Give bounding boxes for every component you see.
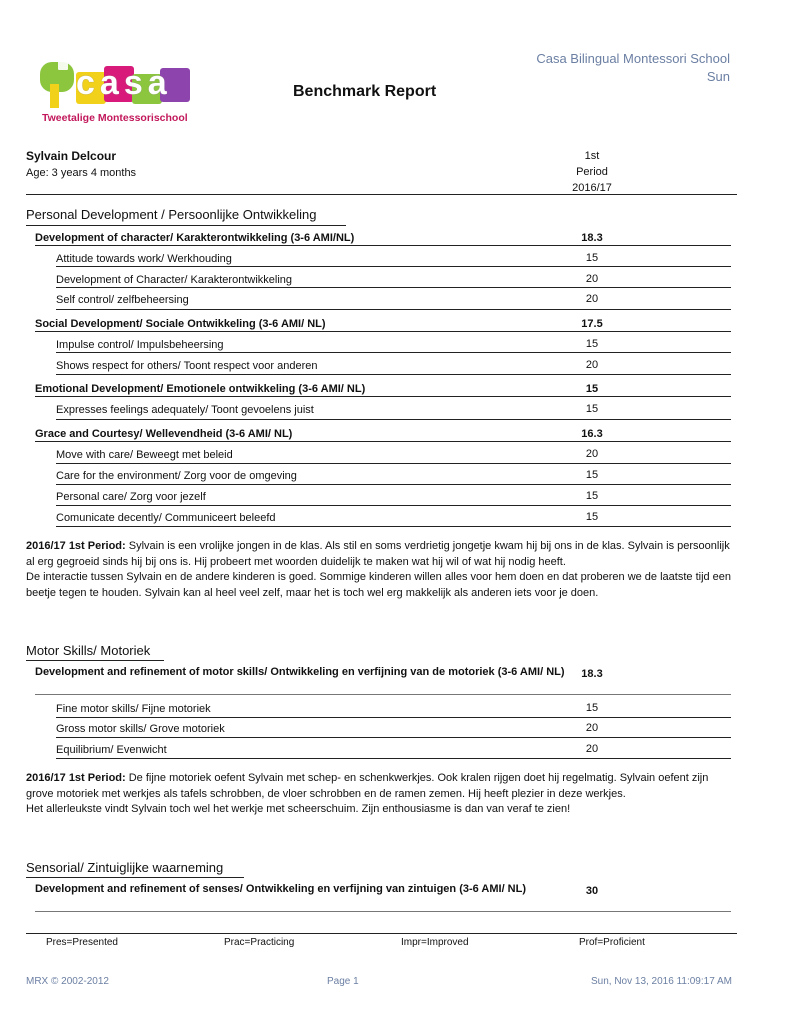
category-label: Development of character/ Karakterontwikkeling (3-6 AMI/NL) (35, 232, 355, 244)
logo-subtitle: Tweetalige Montessorischool (42, 112, 188, 124)
student-age: Age: 3 years 4 months (26, 167, 137, 179)
comment-text: De fijne motoriek oefent Sylvain met schep- en schenkwerkjes. Ook kralen rijgen doet hij regelmatig. Sylvain oefent zijn grove motoriek met werkjes als tafels schrobben, de vloer schrobben en de ramen zemen. Hij heeft plezier in deze werkjes. (26, 772, 709, 800)
period-year: 2016/17 (572, 182, 612, 194)
item-score: 15 (585, 490, 599, 502)
item-score: 15 (585, 702, 599, 714)
item-score: 20 (585, 722, 599, 734)
section-underline (26, 225, 346, 226)
row-divider (56, 737, 731, 738)
comment-label: 2016/17 1st Period: (26, 772, 126, 784)
item-score: 20 (585, 293, 599, 305)
item-score: 20 (585, 273, 599, 285)
class-name: Sun (706, 69, 730, 84)
row-divider (56, 505, 731, 506)
section-title-personal: Personal Development / Persoonlijke Ontwikkeling (26, 207, 317, 222)
item-label: Fine motor skills/ Fijne motoriek (56, 703, 211, 715)
item-score: 15 (585, 511, 599, 523)
item-score: 15 (585, 252, 599, 264)
category-score: 17.5 (581, 318, 603, 330)
row-divider (56, 484, 731, 485)
category-label: Emotional Development/ Emotionele ontwikkeling (3-6 AMI/ NL) (35, 383, 366, 395)
row-divider (56, 419, 731, 420)
period-header (560, 148, 624, 196)
item-label: Attitude towards work/ Werkhouding (56, 253, 232, 265)
comment-personal (26, 539, 734, 601)
item-label: Development of Character/ Karakterontwikkeling (56, 274, 293, 286)
item-label: Care for the environment/ Zorg voor de omgeving (56, 470, 297, 482)
category-score: 18.3 (581, 668, 603, 680)
footer-page-number: Page 1 (327, 976, 359, 987)
period-label: Period (576, 166, 608, 178)
item-label: Shows respect for others/ Toont respect voor anderen (56, 360, 318, 372)
row-divider (35, 396, 731, 397)
legend-divider (26, 933, 737, 934)
category-label: Social Development/ Sociale Ontwikkeling (3-6 AMI/ NL) (35, 318, 326, 330)
comment-label: 2016/17 1st Period: (26, 540, 126, 552)
category-label: Development and refinement of motor skills/ Ontwikkeling en verfijning van de motoriek (3-6 AMI/ NL) (35, 666, 565, 678)
item-score: 15 (585, 469, 599, 481)
row-divider (56, 309, 731, 310)
row-divider (35, 245, 731, 246)
item-score: 15 (585, 338, 599, 350)
item-score: 20 (585, 448, 599, 460)
legend-practicing: Prac=Practicing (224, 937, 295, 948)
category-label: Development and refinement of senses/ Ontwikkeling en verfijning van zintuigen (3-6 AMI/ NL) (35, 883, 527, 895)
item-label: Expresses feelings adequately/ Toont gevoelens juist (56, 404, 314, 416)
school-name: Casa Bilingual Montessori School (536, 51, 730, 66)
legend-presented: Pres=Presented (46, 937, 118, 948)
report-title: Benchmark Report (293, 83, 437, 100)
row-divider (56, 374, 731, 375)
section-title-motor: Motor Skills/ Motoriek (26, 643, 151, 658)
category-score: 16.3 (581, 428, 603, 440)
item-label: Personal care/ Zorg voor jezelf (56, 491, 206, 503)
school-header (536, 50, 730, 86)
row-divider (56, 526, 731, 527)
period-ordinal: 1st (584, 150, 600, 162)
row-divider (56, 758, 731, 759)
item-label: Impulse control/ Impulsbeheersing (56, 339, 224, 351)
comment-motor (26, 771, 734, 818)
row-divider (56, 352, 731, 353)
category-score: 18.3 (581, 232, 603, 244)
category-score: 15 (585, 383, 599, 395)
row-divider (35, 331, 731, 332)
school-logo (36, 54, 196, 128)
item-label: Self control/ zelfbeheersing (56, 294, 189, 306)
item-score: 20 (585, 359, 599, 371)
section-title-sensorial: Sensorial/ Zintuiglijke waarneming (26, 860, 224, 875)
comment-text-2: De interactie tussen Sylvain en de andere kinderen is goed. Sommige kinderen willen alles voor hem doen en dat proberen we de laatste tijd een beetje tegen te houden. Sylvain kan al heel veel zelf, maar het is toch wel erg makkelijk als anderen iets voor je doen. (26, 571, 732, 599)
legend-improved: Impr=Improved (401, 937, 469, 948)
comment-text-2: Het allerleukste vindt Sylvain toch wel het werkje met scheerschuim. Zijn enthousiasme is dan van veraf te zien! (26, 803, 571, 815)
row-divider (56, 266, 731, 267)
section-underline (26, 660, 164, 661)
item-label: Comunicate decently/ Communiceert beleefd (56, 512, 276, 524)
item-label: Equilibrium/ Evenwicht (56, 744, 167, 756)
row-divider (35, 441, 731, 442)
item-score: 20 (585, 743, 599, 755)
item-score: 15 (585, 403, 599, 415)
category-label: Grace and Courtesy/ Wellevendheid (3-6 AMI/ NL) (35, 428, 293, 440)
student-name: Sylvain Delcour (26, 149, 117, 163)
row-divider (56, 287, 731, 288)
logo-text: casa (76, 64, 172, 102)
comment-text: Sylvain is een vrolijke jongen in de klas. Als stil en soms verdrietig jongetje kwam hij bij ons in de klas. Sylvain is persoonlijk al erg gegroeid sinds hij bij ons is. Hij probeert met woorden duidelijk te maken wat hij wil of wat hij nodig heeft. (26, 540, 730, 568)
item-label: Move with care/ Beweegt met beleid (56, 449, 233, 461)
footer-copyright: MRX © 2002-2012 (26, 976, 109, 987)
legend-proficient: Prof=Proficient (579, 937, 645, 948)
footer-timestamp: Sun, Nov 13, 2016 11:09:17 AM (590, 976, 732, 987)
row-divider (56, 717, 731, 718)
item-label: Gross motor skills/ Grove motoriek (56, 723, 225, 735)
row-divider (35, 694, 731, 695)
section-underline (26, 877, 244, 878)
row-divider (35, 911, 731, 912)
row-divider (56, 463, 731, 464)
category-score: 30 (585, 885, 599, 897)
header-divider (26, 194, 737, 195)
